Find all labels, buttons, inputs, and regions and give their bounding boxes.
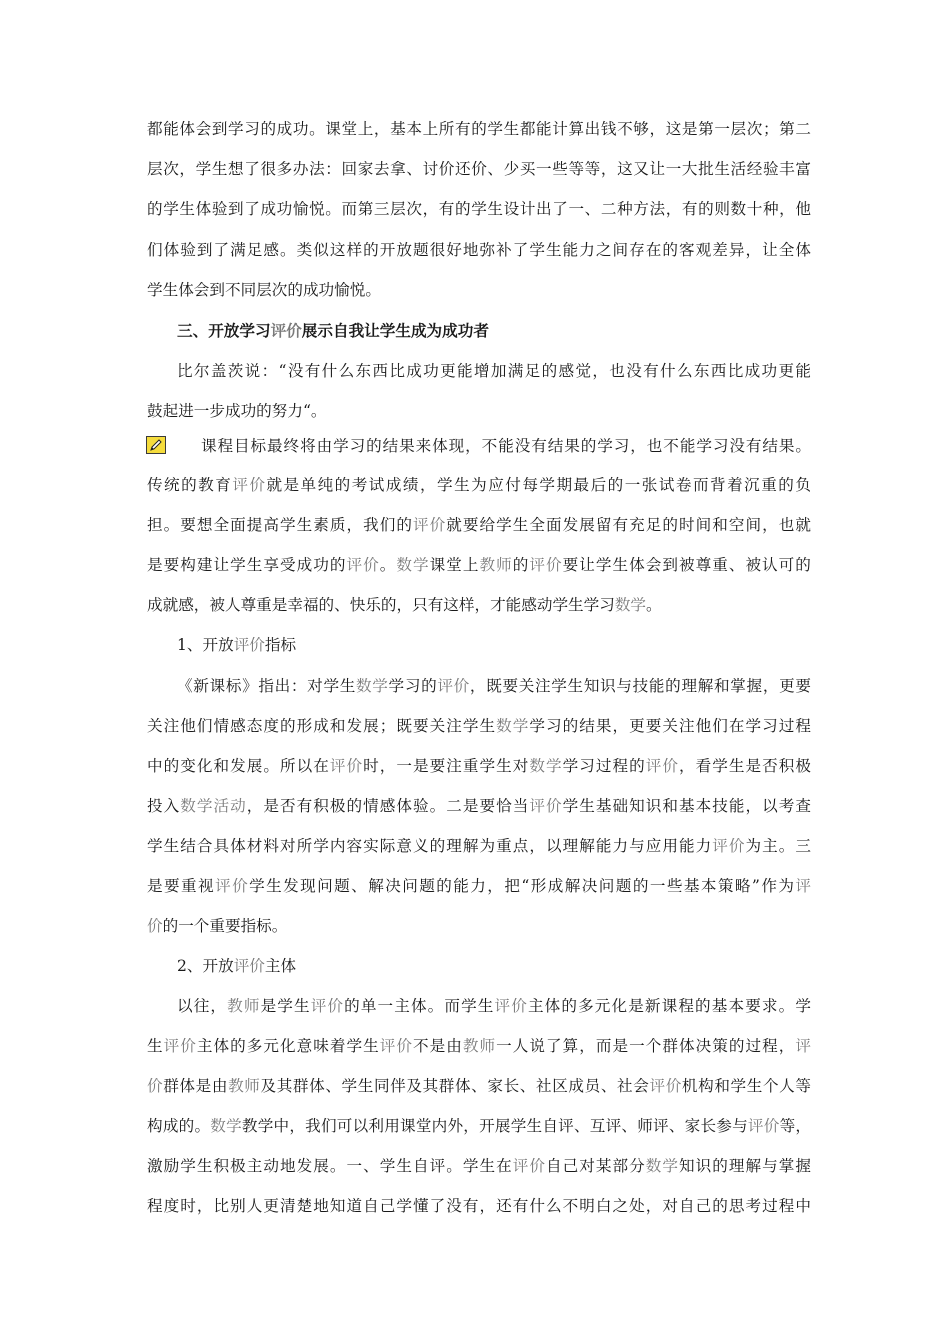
paragraph-line: 担。要想全面提高学生素质，我们的评价就要给学生全面发展留有充足的时间和空间，也就 bbox=[147, 516, 811, 534]
keyword-link[interactable]: 数学活动 bbox=[180, 797, 247, 815]
paragraph-line: 是要构建让学生享受成功的评价。数学课堂上教师的评价要让学生体会到被尊重、被认可的 bbox=[147, 556, 811, 574]
keyword-link[interactable]: 评价 bbox=[512, 1157, 546, 1175]
paragraph-line: 生评价主体的多元化意味着学生评价不是由教师一人说了算，而是一个群体决策的过程，评 bbox=[147, 1037, 811, 1055]
keyword-link[interactable]: 评价 bbox=[329, 757, 364, 775]
keyword-link[interactable]: 评价 bbox=[163, 1037, 197, 1055]
keyword-link[interactable]: 评价 bbox=[437, 677, 470, 695]
keyword-link[interactable]: 评 bbox=[795, 1037, 811, 1055]
edit-note-icon[interactable] bbox=[146, 436, 166, 454]
paragraph-line: 以往，教师是学生评价的单一主体。而学生评价主体的多元化是新课程的基本要求。学 bbox=[177, 997, 811, 1015]
keyword-link[interactable]: 数学 bbox=[496, 717, 530, 735]
paragraph-line: 是要重视评价学生发现问题、解决问题的能力，把“形成解决问题的一些基本策略”作为评 bbox=[147, 877, 811, 895]
keyword-link[interactable]: 评价 bbox=[494, 997, 528, 1015]
paragraph-line: 程度时，比别人更清楚地知道自己学懂了没有，还有什么不明白之处，对自己的思考过程中 bbox=[147, 1197, 811, 1215]
paragraph-line: 中的变化和发展。所以在评价时，一是要注重学生对数学学习过程的评价，看学生是否积极 bbox=[147, 757, 811, 775]
subsection-heading: 1、开放评价指标 bbox=[177, 636, 297, 654]
keyword-link[interactable]: 评价 bbox=[712, 837, 746, 855]
keyword-link[interactable]: 评价 bbox=[233, 636, 265, 654]
keyword-link[interactable]: 教师 bbox=[479, 556, 513, 574]
keyword-link[interactable]: 评价 bbox=[645, 757, 679, 775]
keyword-link[interactable]: 教师 bbox=[227, 997, 261, 1015]
paragraph-line: 成就感，被人尊重是幸福的、快乐的，只有这样，才能感动学生学习数学。 bbox=[147, 596, 662, 614]
quote-line: 比尔盖茨说：“没有什么东西比成功更能增加满足的感觉，也没有什么东西比成功更能 bbox=[177, 362, 811, 380]
keyword-link[interactable]: 评价 bbox=[413, 516, 447, 534]
keyword-link[interactable]: 数学 bbox=[529, 757, 563, 775]
keyword-link[interactable]: 评价 bbox=[379, 1037, 413, 1055]
keyword-link[interactable]: 评价 bbox=[529, 797, 563, 815]
paragraph-line: 课程目标最终将由学习的结果来体现，不能没有结果的学习，也不能学习没有结果。 bbox=[201, 437, 811, 455]
paragraph-line: 《新课标》指出：对学生数学学习的评价，既要关注学生知识与技能的理解和掌握，更要 bbox=[177, 677, 811, 695]
keyword-link[interactable]: 评价 bbox=[232, 476, 267, 494]
subsection-heading: 2、开放评价主体 bbox=[177, 957, 297, 975]
paragraph-line: 价群体是由教师及其群体、学生同伴及其群体、家长、社区成员、社会评价机构和学生个人等 bbox=[147, 1077, 811, 1095]
keyword-link[interactable]: 评价 bbox=[215, 877, 250, 895]
keyword-link[interactable]: 数学 bbox=[396, 556, 430, 574]
keyword-link[interactable]: 数学 bbox=[614, 596, 647, 614]
keyword-link[interactable]: 价 bbox=[147, 1077, 164, 1095]
paragraph-line: 构成的。数学教学中，我们可以利用课堂内外，开展学生自评、互评、师评、家长参与评价等， bbox=[147, 1117, 811, 1135]
paragraph-line: 都能体会到学习的成功。课堂上，基本上所有的学生都能计算出钱不够，这是第一层次；第二 bbox=[147, 120, 811, 138]
quote-line: 鼓起进一步成功的努力“。 bbox=[147, 402, 327, 420]
paragraph-line: 投入数学活动，是否有积极的情感体验。二是要恰当评价学生基础知识和基本技能，以考查 bbox=[147, 797, 811, 815]
keyword-link[interactable]: 教师 bbox=[462, 1037, 497, 1055]
section-heading: 三、开放学习评价展示自我让学生成为成功者 bbox=[177, 321, 489, 340]
keyword-link[interactable]: 评价 bbox=[747, 1117, 780, 1135]
keyword-link[interactable]: 评价 bbox=[233, 957, 265, 975]
keyword-link[interactable]: 数学 bbox=[645, 1157, 679, 1175]
paragraph-line: 传统的教育评价就是单纯的考试成绩，学生为应付每学期最后的一张试卷而背着沉重的负 bbox=[147, 476, 811, 494]
paragraph-line: 关注他们情感态度的形成和发展；既要关注学生数学学习的结果，更要关注他们在学习过程 bbox=[147, 717, 811, 735]
keyword-link[interactable]: 教师 bbox=[228, 1077, 261, 1095]
keyword-link[interactable]: 价 bbox=[147, 917, 163, 935]
keyword-link[interactable]: 评价 bbox=[649, 1077, 682, 1095]
paragraph-line: 的学生体验到了成功愉悦。而第三层次，有的学生设计出了一、二种方法，有的则数十种，他 bbox=[147, 200, 811, 218]
paragraph-line: 们体验到了满足感。类似这样的开放题很好地弥补了学生能力之间存在的客观差异，让全体 bbox=[147, 241, 811, 259]
paragraph-line: 学生结合具体材料对所学内容实际意义的理解为重点，以理解能力与应用能力评价为主。三 bbox=[147, 837, 811, 855]
keyword-link[interactable]: 评 bbox=[795, 877, 811, 895]
paragraph-line: 价的一个重要指标。 bbox=[147, 917, 288, 935]
keyword-link[interactable]: 评价 bbox=[346, 556, 380, 574]
paragraph-line: 层次，学生想了很多办法：回家去拿、讨价还价、少买一些等等，这又让一大批生活经验丰富 bbox=[147, 160, 811, 178]
keyword-link[interactable]: 评价 bbox=[270, 321, 302, 340]
keyword-link[interactable]: 数学 bbox=[356, 677, 389, 695]
keyword-link[interactable]: 数学 bbox=[210, 1117, 242, 1135]
paragraph-line: 学生体会到不同层次的成功愉悦。 bbox=[147, 281, 381, 299]
keyword-link[interactable]: 评价 bbox=[310, 997, 345, 1015]
paragraph-line: 激励学生积极主动地发展。一、学生自评。学生在评价自己对某部分数学知识的理解与掌握 bbox=[147, 1157, 811, 1175]
keyword-link[interactable]: 评价 bbox=[529, 556, 563, 574]
